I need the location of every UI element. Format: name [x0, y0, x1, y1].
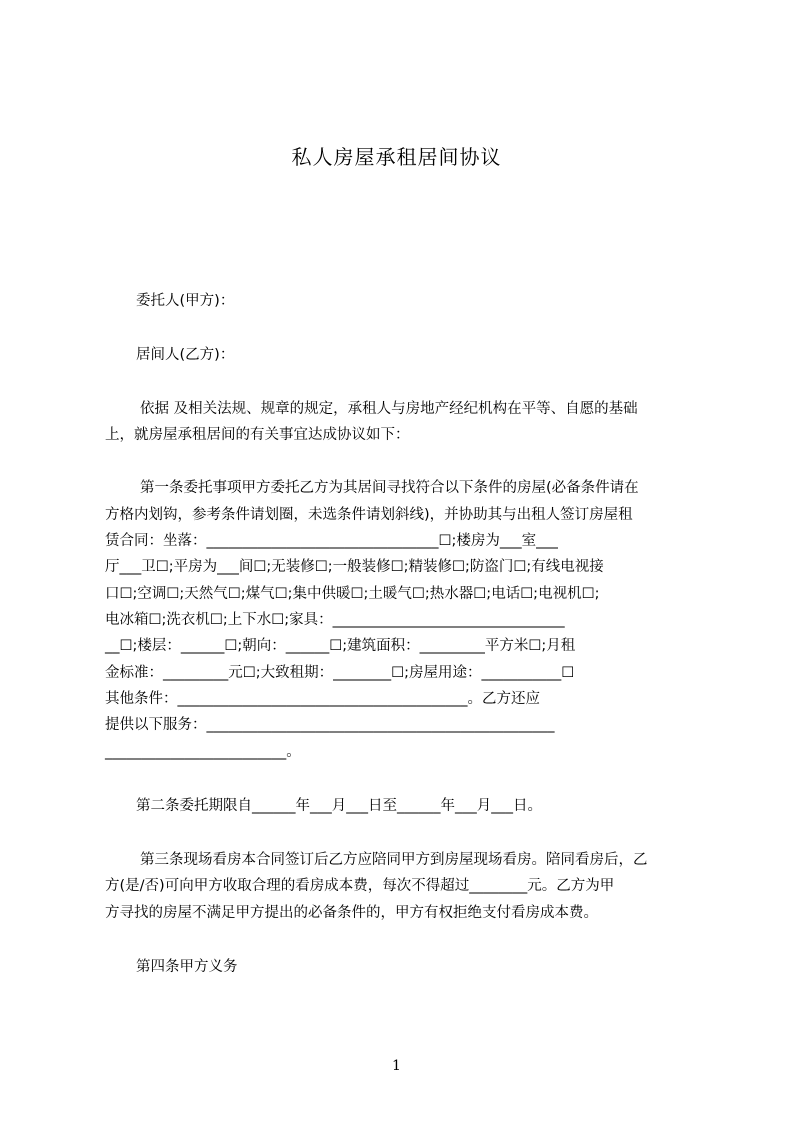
article3-line: 方寻找的房屋不满足甲方提出的必备条件的，甲方有权拒绝支付看房成本费。: [105, 905, 598, 921]
principal-label: 委托人(甲方)：: [136, 293, 235, 309]
page-number: 1: [392, 1058, 401, 1074]
article1-line: 金标准：_________元☐;大致租期：________☐;房屋用途：___________☐: [105, 665, 575, 681]
article1-line: 其他条件：________________________________________。乙方还应: [105, 691, 540, 707]
intermediary-label: 居间人(乙方)：: [136, 347, 235, 363]
article3-line: 第三条现场看房本合同签订后乙方应陪同甲方到房屋现场看房。陪同看房后，乙: [140, 852, 648, 868]
intro-line: 上，就房屋承租居间的有关事宜达成协议如下：: [105, 427, 410, 443]
article1-line: _________________________。: [105, 744, 301, 760]
intro-line: 依据 及相关法规、规章的规定，承租人与房地产经纪机构在平等、自愿的基础: [140, 401, 638, 417]
article1-line: 赁合同：坐落：________________________________☐;楼房为___室___: [105, 533, 558, 549]
article1-line: 电冰箱☐;洗衣机☐;上下水☐;家具：________________________________: [105, 612, 565, 628]
article1-line: 提供以下服务：________________________________________________: [105, 717, 555, 733]
article3-line: 方(是/否)可向甲方收取合理的看房成本费，每次不得超过________元。乙方为甲: [105, 878, 615, 894]
article2: 第二条委托期限自______年___月___日至______年___月___日。: [136, 798, 542, 814]
article1-line: 方格内划钩，参考条件请划圈，未选条件请划斜线)，并协助其与出租人签订房屋租: [105, 507, 633, 523]
article1-line: __☐;楼层：______☐;朝向：______☐;建筑面积：_________平方米☐;月租: [105, 638, 576, 654]
document-title: 私人房屋承租居间协议: [291, 145, 502, 169]
article1-line: 第一条委托事项甲方委托乙方为其居间寻找符合以下条件的房屋(必备条件请在: [140, 480, 639, 496]
article1-line: 口☐;空调☐;天然气☐;煤气☐;集中供暖☐;土暖气☐;热水器☐;电话☐;电视机☐;: [105, 586, 600, 602]
article4-heading: 第四条甲方义务: [136, 959, 238, 975]
article1-line: 厅___卫☐;平房为___间☐;无装修☐;一般装修☐;精装修☐;防盗门☐;有线电视接: [105, 559, 604, 575]
